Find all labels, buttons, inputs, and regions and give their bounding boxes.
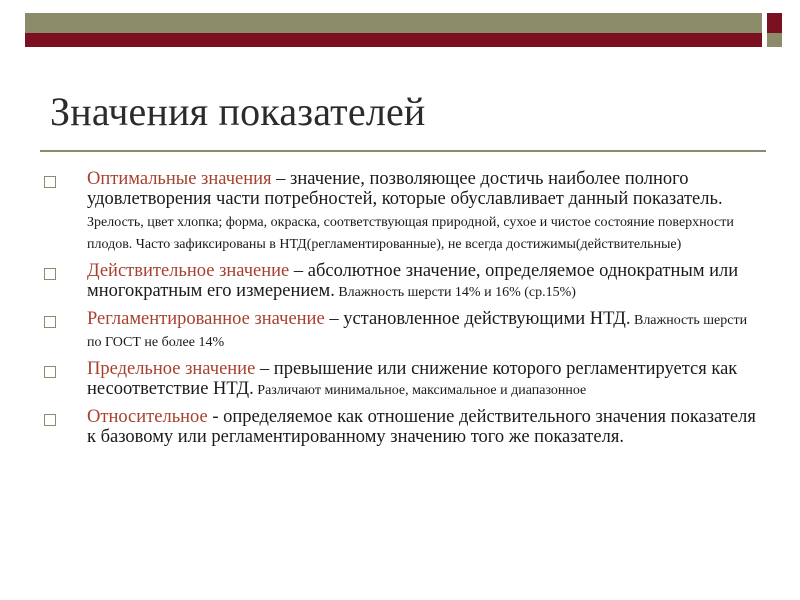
item-term: Относительное [87, 407, 208, 427]
item-example: Влажность шерсти 14% и 16% (ср.15%) [334, 285, 576, 300]
list-item [44, 407, 764, 449]
square-bullet-icon [44, 176, 56, 188]
square-bullet-icon [44, 316, 56, 328]
list-item [44, 261, 764, 303]
corner-square-olive [767, 33, 782, 47]
item-example: Различают минимальное, максимальное и диапазонное [253, 383, 587, 398]
item-text [87, 309, 762, 353]
item-term: Предельное значение [87, 359, 256, 379]
item-text [87, 169, 762, 255]
item-example: Влажность шерсти по ГОСТ не более 14% [87, 313, 748, 350]
square-bullet-icon [44, 414, 56, 426]
corner-square-red [767, 13, 782, 33]
list-item [44, 359, 764, 401]
item-definition: – значение, позволяющее достичь наиболее полного удовлетворения части потребностей, которые обуславливает данный показатель. [87, 169, 723, 209]
square-bullet-icon [44, 366, 56, 378]
slide-title: Значения показателей [50, 89, 426, 134]
item-text [87, 261, 762, 303]
item-text [87, 407, 762, 449]
item-definition: - определяемое как отношение действительного значения показателя к базовому или регламентированному значению того же показателя. [87, 407, 756, 447]
item-text [87, 359, 762, 401]
list-item [44, 309, 764, 353]
square-bullet-icon [44, 268, 56, 280]
item-definition: – абсолютное значение, определяемое однократным или многократным его измерением. [87, 261, 739, 301]
list-item [44, 169, 764, 255]
header-bar-olive [25, 13, 762, 33]
item-definition: – превышение или снижение которого регламентируется как несоответствие НТД. [87, 359, 738, 399]
title-divider [40, 150, 766, 152]
item-term: Действительное значение [87, 261, 290, 281]
bullet-list [44, 169, 764, 455]
item-example: Зрелость, цвет хлопка; форма, окраска, соответствующая природной, сухое и чистое состояние поверхности плодов. Часто зафиксированы в НТД(регламентированные), не всегда достижимы(действительные) [87, 215, 734, 252]
item-term: Оптимальные значения [87, 169, 272, 189]
item-definition: – установленное действующими НТД. [324, 309, 631, 329]
header-bar-red [25, 33, 762, 47]
item-term: Регламентированное значение [87, 309, 325, 329]
